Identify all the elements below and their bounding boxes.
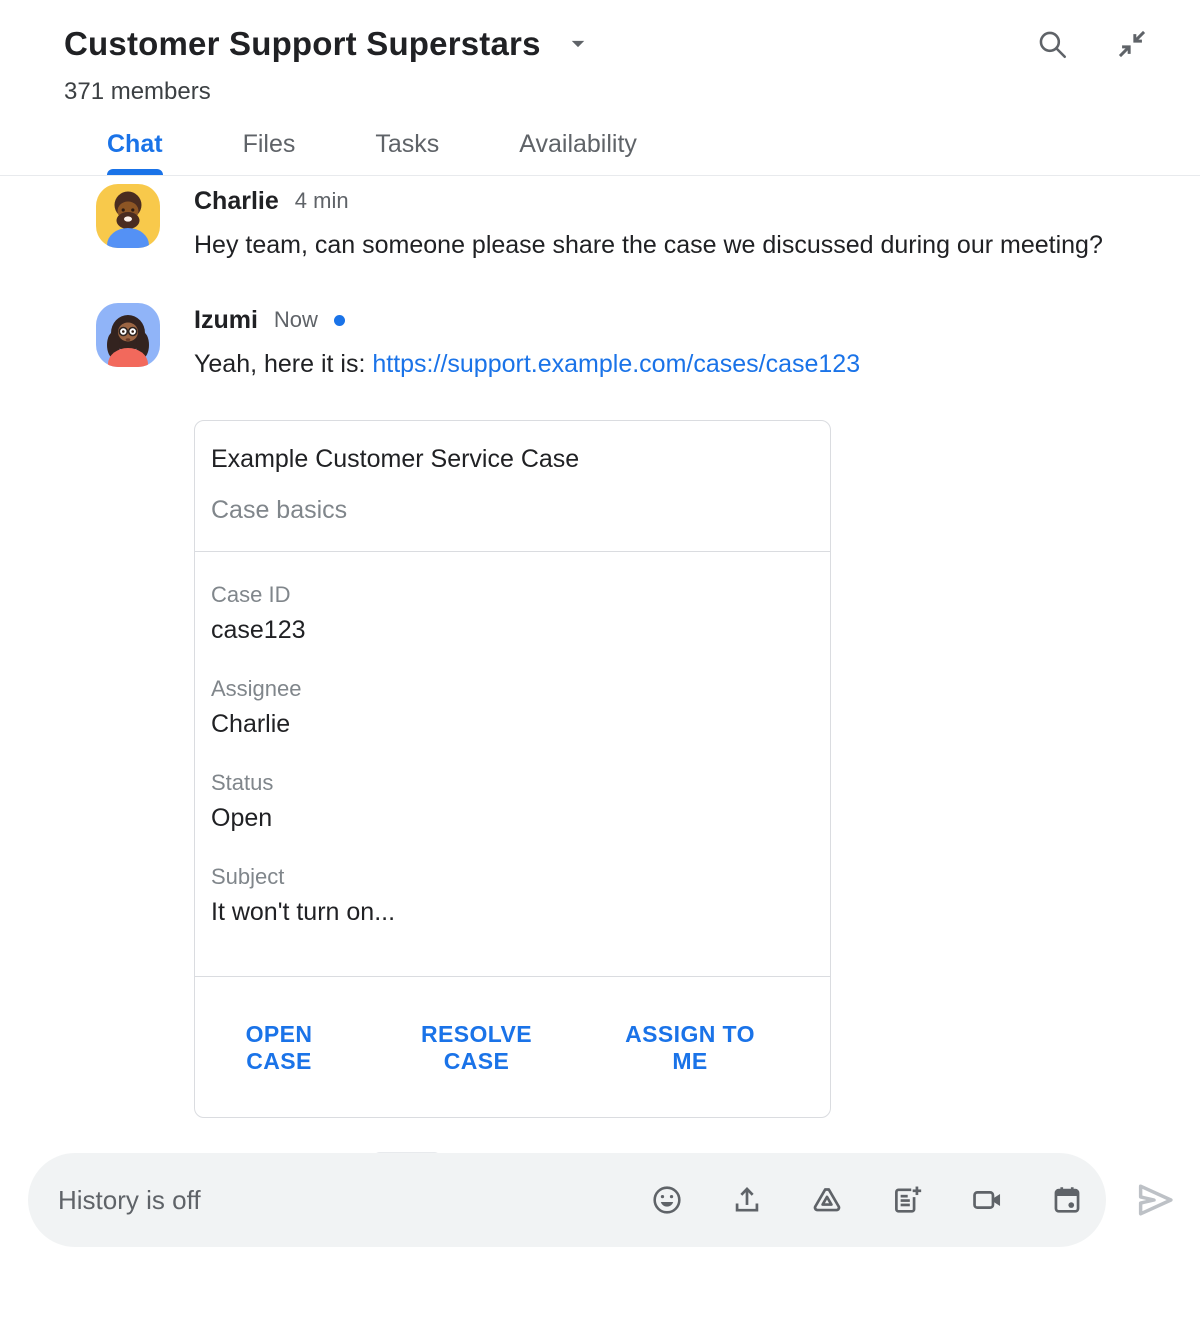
avatar-izumi — [96, 303, 160, 367]
field-value: Open — [211, 804, 273, 832]
message-charlie — [96, 184, 1140, 265]
resolve-case-button[interactable]: RESOLVE CASE — [387, 1021, 566, 1075]
video-call-button[interactable] — [970, 1183, 1004, 1217]
field-value: case123 — [211, 616, 306, 644]
field-value: It won't turn on... — [211, 898, 396, 926]
unread-dot — [334, 315, 345, 326]
message-list — [0, 176, 1200, 1190]
send-icon — [1132, 1177, 1178, 1223]
field-status — [211, 770, 814, 833]
case-link[interactable]: https://support.example.com/cases/case123 — [372, 350, 861, 378]
assign-to-me-button[interactable]: ASSIGN TO ME — [606, 1021, 774, 1075]
emoji-button[interactable] — [650, 1183, 684, 1217]
tab-tasks[interactable]: Tasks — [375, 130, 439, 175]
video-camera-icon — [970, 1183, 1004, 1217]
member-count: 371 members — [64, 78, 211, 105]
search-button[interactable] — [1028, 20, 1076, 68]
avatar-charlie — [96, 184, 160, 248]
message-composer — [28, 1153, 1178, 1247]
case-preview-card — [194, 420, 831, 1118]
field-label: Subject — [211, 864, 285, 889]
field-value: Charlie — [211, 710, 291, 738]
message-author: Izumi — [194, 305, 258, 334]
field-label: Assignee — [211, 676, 302, 701]
drive-icon — [810, 1183, 844, 1217]
send-button[interactable] — [1132, 1177, 1178, 1223]
message-timestamp: 4 min — [294, 188, 349, 213]
calendar-button[interactable] — [1050, 1183, 1084, 1217]
search-icon — [1035, 27, 1069, 61]
add-note-icon — [890, 1183, 924, 1217]
drive-button[interactable] — [810, 1183, 844, 1217]
card-subtitle: Case basics — [211, 496, 348, 524]
upload-icon — [730, 1183, 764, 1217]
message-izumi — [96, 303, 1140, 1190]
composer-pill[interactable] — [28, 1153, 1106, 1247]
message-input[interactable] — [58, 1185, 650, 1216]
field-label: Status — [211, 770, 274, 795]
room-menu-button[interactable] — [563, 29, 593, 59]
field-label: Case ID — [211, 582, 291, 607]
chevron-down-icon — [563, 29, 593, 59]
tab-files[interactable]: Files — [243, 130, 296, 175]
tab-availability[interactable]: Availability — [519, 130, 637, 175]
room-header — [0, 0, 1200, 176]
add-note-button[interactable] — [890, 1183, 924, 1217]
open-case-button[interactable]: OPEN CASE — [211, 1021, 347, 1075]
field-case-id — [211, 582, 814, 645]
page-title: Customer Support Superstars — [64, 25, 541, 62]
message-author: Charlie — [194, 186, 279, 215]
room-tabs — [0, 130, 1200, 176]
message-text: Yeah, here it is: — [194, 350, 373, 378]
message-text: Hey team, can someone please share the case we discussed during our meeting? — [194, 231, 1103, 259]
collapse-icon — [1115, 27, 1149, 61]
upload-button[interactable] — [730, 1183, 764, 1217]
calendar-icon — [1050, 1183, 1084, 1217]
message-timestamp: Now — [273, 307, 318, 332]
collapse-button[interactable] — [1108, 20, 1156, 68]
field-assignee — [211, 676, 814, 739]
emoji-icon — [650, 1183, 684, 1217]
card-title: Example Customer Service Case — [211, 445, 580, 473]
field-subject — [211, 864, 814, 927]
tab-chat[interactable]: Chat — [107, 130, 163, 175]
